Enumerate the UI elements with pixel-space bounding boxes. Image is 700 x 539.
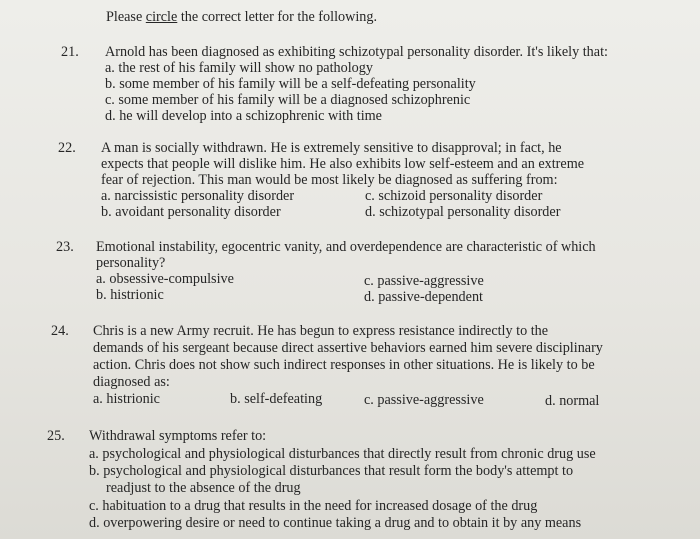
- answer-option[interactable]: a. histrionic: [93, 391, 160, 407]
- question-stem: Arnold has been diagnosed as exhibiting schizotypal personality disorder. It's likely that:: [105, 44, 608, 60]
- answer-option[interactable]: d. overpowering desire or need to continue taking a drug and to obtain it by any means: [89, 515, 582, 531]
- answer-option[interactable]: b. some member of his family will be a self-defeating personality: [105, 76, 476, 92]
- circle-word: circle: [145, 9, 178, 25]
- instruction-text: Please: [106, 9, 146, 25]
- question-number: 23.: [56, 239, 74, 255]
- question-stem: Emotional instability, egocentric vanity, and overdependence are characteristic of which: [96, 239, 596, 255]
- answer-option[interactable]: d. normal: [545, 393, 600, 409]
- question-stem: A man is socially withdrawn. He is extremely sensitive to disapproval; in fact, he: [101, 140, 562, 156]
- answer-option[interactable]: d. he will develop into a schizophrenic with time: [105, 108, 382, 124]
- answer-option[interactable]: a. the rest of his family will show no pathology: [105, 60, 373, 76]
- answer-option[interactable]: c. passive-aggressive: [364, 392, 484, 408]
- answer-option[interactable]: c. schizoid personality disorder: [365, 188, 543, 204]
- answer-option[interactable]: c. some member of his family will be a diagnosed schizophrenic: [105, 92, 471, 108]
- question-stem: diagnosed as:: [93, 374, 170, 390]
- question-stem: action. Chris does not show such indirect responses in other situations. He is likely to be: [93, 357, 595, 373]
- instruction-text-end: the correct letter for the following.: [177, 9, 378, 25]
- instruction-line: [106, 9, 377, 25]
- question-stem: fear of rejection. This man would be most likely be diagnosed as suffering from:: [101, 172, 558, 188]
- question-stem: Chris is a new Army recruit. He has begun to express resistance indirectly to the: [93, 323, 549, 339]
- answer-option[interactable]: d. schizotypal personality disorder: [365, 204, 561, 220]
- answer-option[interactable]: b. psychological and physiological disturbances that result form the body's attempt to: [89, 463, 574, 479]
- answer-option[interactable]: a. psychological and physiological disturbances that directly result from chronic drug use: [89, 446, 596, 462]
- question-number: 24.: [51, 323, 69, 339]
- question-stem: Withdrawal symptoms refer to:: [89, 428, 267, 444]
- question-number: 22.: [58, 140, 76, 156]
- answer-option[interactable]: b. self-defeating: [230, 391, 323, 407]
- question-number: 21.: [61, 44, 79, 60]
- question-number: 25.: [47, 428, 65, 444]
- answer-option[interactable]: b. histrionic: [96, 287, 164, 303]
- answer-option-continuation: readjust to the absence of the drug: [106, 480, 301, 496]
- answer-option[interactable]: c. passive-aggressive: [364, 273, 484, 289]
- question-stem: expects that people will dislike him. He also exhibits low self-esteem and an extreme: [101, 156, 585, 172]
- question-stem: personality?: [96, 255, 166, 271]
- answer-option[interactable]: a. narcissistic personality disorder: [101, 188, 295, 204]
- answer-option[interactable]: b. avoidant personality disorder: [101, 204, 281, 220]
- answer-option[interactable]: d. passive-dependent: [364, 289, 483, 305]
- answer-option[interactable]: c. habituation to a drug that results in the need for increased dosage of the drug: [89, 498, 538, 514]
- answer-option[interactable]: a. obsessive-compulsive: [96, 271, 234, 287]
- question-stem: demands of his sergeant because direct assertive behaviors earned him severe disciplinary: [93, 340, 603, 356]
